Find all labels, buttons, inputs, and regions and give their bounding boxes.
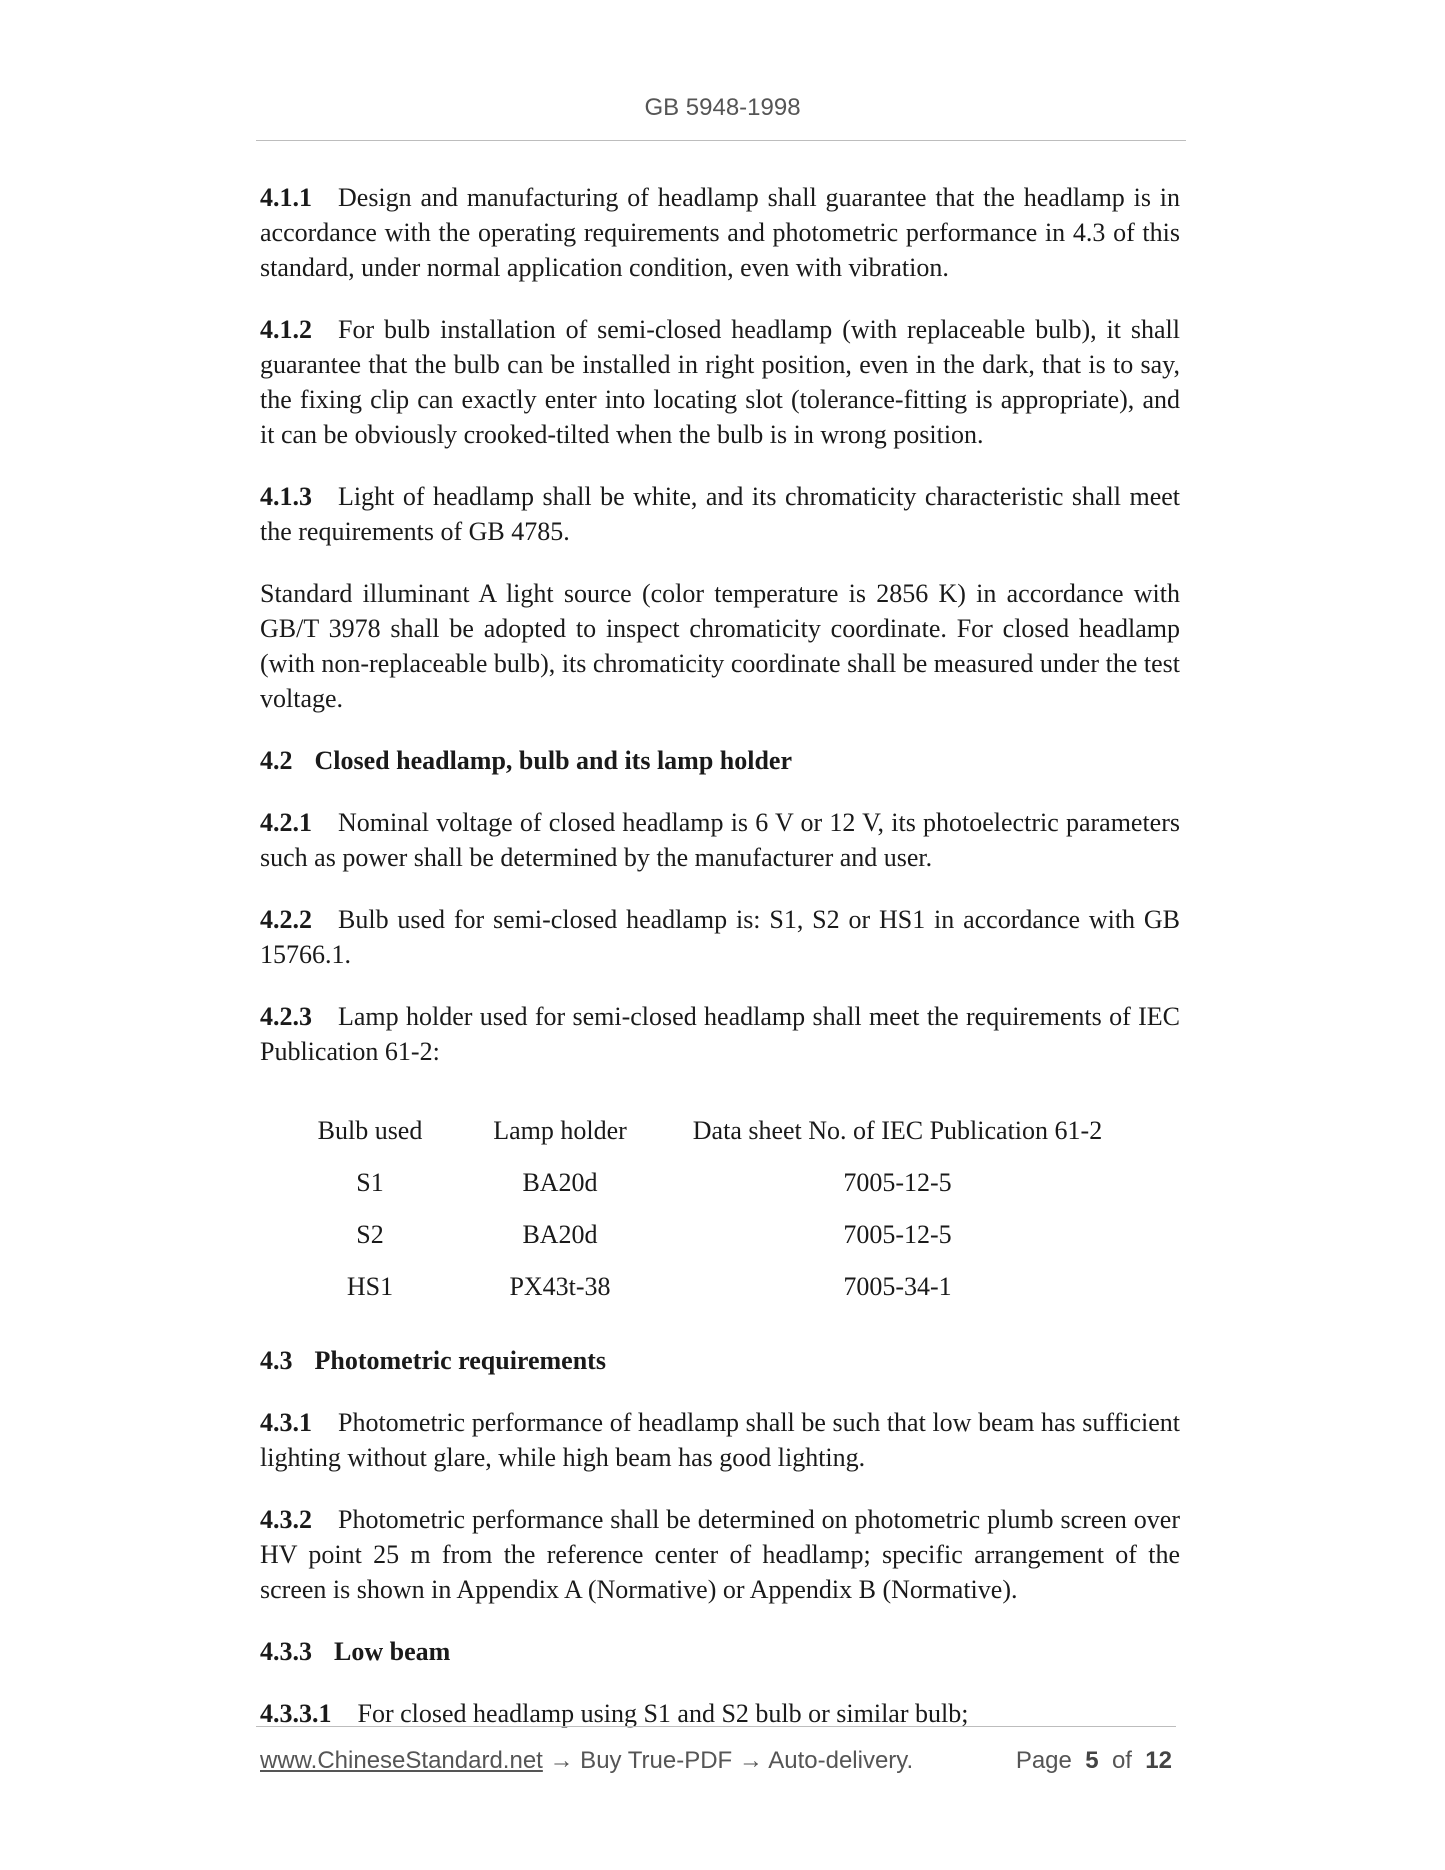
document-header: GB 5948-1998 [644, 94, 801, 121]
clause-number: 4.2.3 [260, 1002, 312, 1031]
table-cell: BA20d [522, 1167, 598, 1197]
table-cell: HS1 [346, 1271, 394, 1301]
clause-4-2-3 [260, 999, 1180, 1069]
clause-text: Photometric performance of headlamp shall be such that low beam has sufficient lighting without glare, while high beam has good lighting. [260, 1408, 1180, 1472]
table-cell: 7005-34-1 [843, 1271, 952, 1301]
page-indicator [1016, 1747, 1172, 1775]
table-header-row [295, 1104, 1120, 1156]
of-label: of [1111, 1747, 1132, 1774]
clause-number: 4.2.1 [260, 808, 312, 837]
clause-4-2-2 [260, 902, 1180, 972]
clause-4-1-3 [260, 479, 1180, 549]
clause-text: For bulb installation of semi-closed headlamp (with replaceable bulb), it shall guarantee that the bulb can be installed in right position, even in the dark, that is to say, the fixing clip can exactly enter into locating slot (tolerance-fitting is appropriate), and it can be obviously crooked-tilted when the bulb is in wrong position. [260, 315, 1180, 449]
clause-text: Design and manufacturing of headlamp shall guarantee that the headlamp is in accordance with the operating requirements and photometric performance in 4.3 of this standard, under normal application condition, even with vibration. [260, 183, 1180, 282]
section-4-3-3-heading [260, 1634, 1180, 1669]
section-title: Low beam [334, 1637, 451, 1666]
clause-text: For closed headlamp using S1 and S2 bulb or similar bulb; [357, 1699, 969, 1728]
clause-4-3-2 [260, 1502, 1180, 1607]
section-4-2-heading [260, 743, 1180, 778]
table-cell: BA20d [522, 1219, 598, 1249]
clause-number: 4.2.2 [260, 905, 312, 934]
header-divider [256, 140, 1186, 141]
current-page: 5 [1085, 1747, 1099, 1774]
section-number: 4.3 [260, 1346, 293, 1375]
clause-4-1-2 [260, 312, 1180, 452]
table-row [295, 1156, 1120, 1208]
clause-number: 4.1.1 [260, 183, 312, 212]
clause-text: Photometric performance shall be determined on photometric plumb screen over HV point 25 m from the reference center of headlamp; specific arrangement of the screen is shown in Appendix A (Normative) or Appendix B (Normative). [260, 1505, 1180, 1604]
clause-4-2-1 [260, 805, 1180, 875]
clause-4-1-3-paragraph: Standard illuminant A light source (color temperature is 2856 K) in accordance with GB/T 3978 shall be adopted to inspect chromaticity coordinate. For closed headlamp (with non-replaceable bulb), its chromaticity coordinate shall be measured under the test voltage. [260, 579, 1180, 713]
clause-text: Nominal voltage of closed headlamp is 6 V or 12 V, its photoelectric parameters such as power shall be determined by the manufacturer and user. [260, 808, 1180, 872]
total-pages: 12 [1145, 1747, 1172, 1774]
footer-promo [260, 1747, 913, 1775]
table-header-cell: Bulb used [317, 1115, 423, 1145]
table-row [295, 1260, 1120, 1312]
clause-text: Light of headlamp shall be white, and its chromaticity characteristic shall meet the requirements of GB 4785. [260, 482, 1180, 546]
section-title: Closed headlamp, bulb and its lamp holder [314, 746, 793, 775]
lamp-holder-table [295, 1104, 1120, 1312]
section-title: Photometric requirements [314, 1346, 606, 1375]
table-header-cell: Lamp holder [493, 1115, 627, 1145]
footer-buy-text: → Buy True-PDF → Auto-delivery. [542, 1747, 914, 1774]
document-body [260, 180, 1180, 1758]
clause-number: 4.1.3 [260, 482, 312, 511]
clause-4-3-1 [260, 1405, 1180, 1475]
table-header-cell: Data sheet No. of IEC Publication 61-2 [692, 1115, 1103, 1145]
clause-number: 4.3.2 [260, 1505, 312, 1534]
table-row [295, 1208, 1120, 1260]
table-cell: 7005-12-5 [843, 1219, 952, 1249]
page-label: Page [1015, 1747, 1072, 1774]
table-cell: PX43t-38 [509, 1271, 611, 1301]
clause-number: 4.3.3.1 [260, 1699, 332, 1728]
section-number: 4.2 [260, 746, 293, 775]
table-cell: S1 [356, 1167, 384, 1197]
clause-text: Lamp holder used for semi-closed headlamp shall meet the requirements of IEC Publication 61-2: [260, 1002, 1180, 1066]
table-cell: 7005-12-5 [843, 1167, 952, 1197]
clause-4-1-1 [260, 180, 1180, 285]
footer-divider [256, 1726, 1176, 1727]
section-number: 4.3.3 [260, 1637, 312, 1666]
clause-number: 4.3.1 [260, 1408, 312, 1437]
clause-number: 4.1.2 [260, 315, 312, 344]
site-link[interactable]: www.ChineseStandard.net [260, 1747, 543, 1774]
section-4-3-heading [260, 1343, 1180, 1378]
clause-text: Bulb used for semi-closed headlamp is: S1, S2 or HS1 in accordance with GB 15766.1. [260, 905, 1180, 969]
table-cell: S2 [356, 1219, 384, 1249]
page-footer [260, 1747, 1180, 1779]
